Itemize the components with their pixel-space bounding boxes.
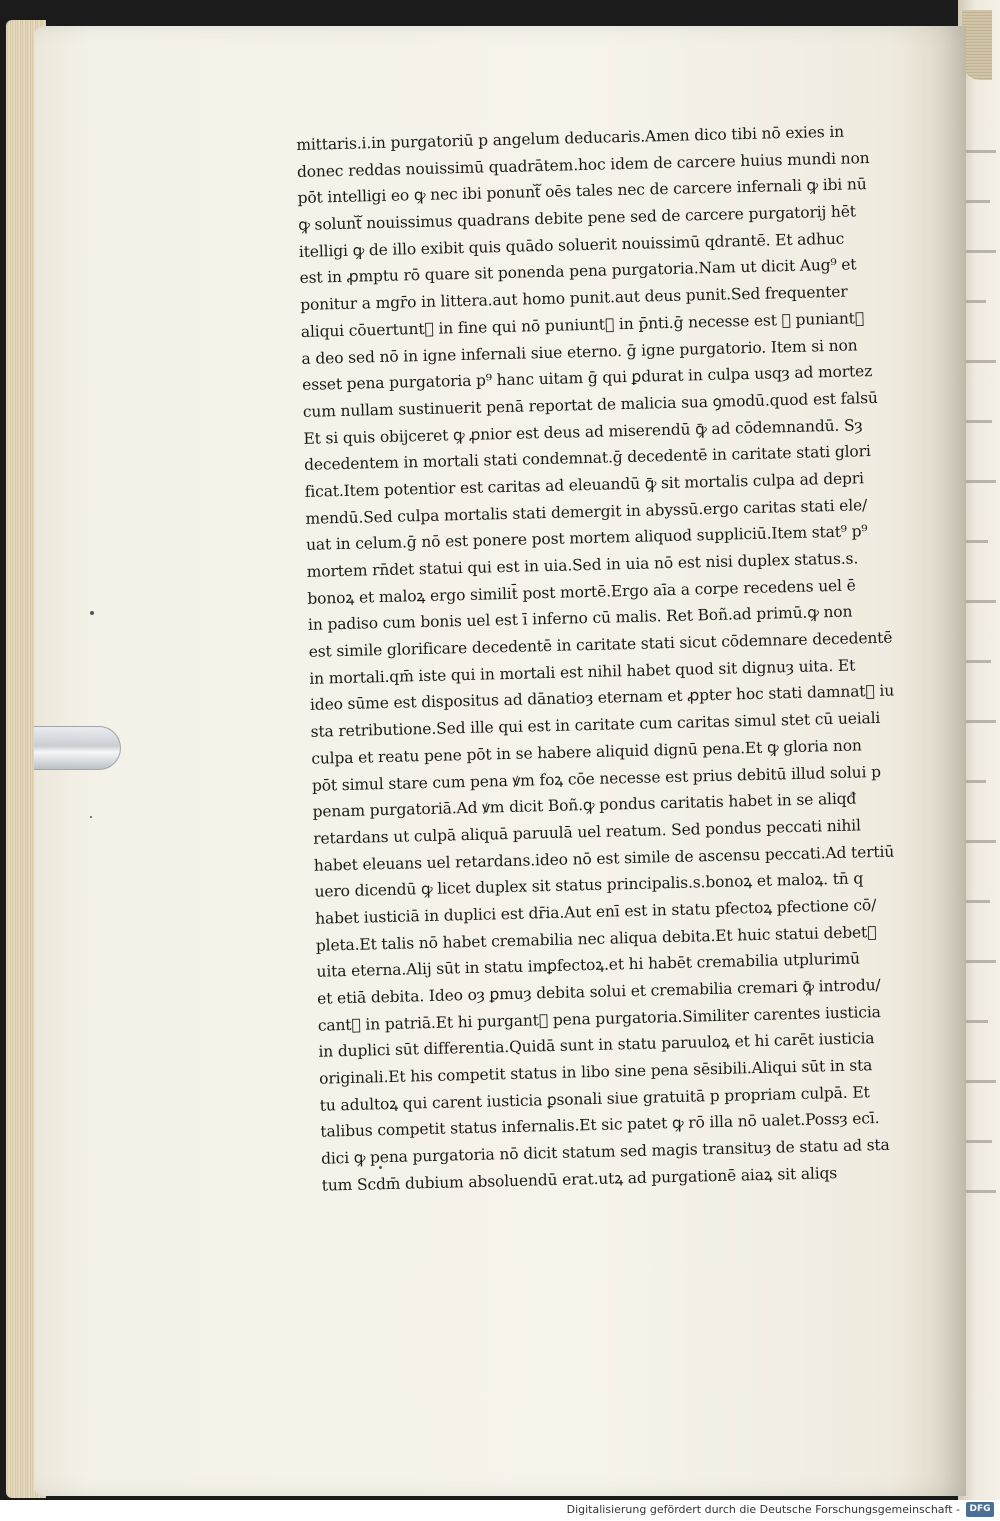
text-line: mortem rn̄det statui qui est in uia.Sed in uia nō est nisi duplex status.s.	[306, 549, 859, 581]
text-line: mittaris.i.in purgatoriū p angelum deducaris.Amen dico tibi nō exies in	[296, 122, 845, 154]
text-block	[296, 116, 972, 1199]
text-line: decedentem in mortali stati condemnat.ḡ decedentē in caritate stati glori	[303, 442, 871, 475]
text-line: ꝙ soluntᷓ nouissimus quadrans debite pene sed de carcere purgatorij hēt	[298, 202, 857, 235]
text-line: est simile glorificare decedentē in caritate stati sicut cōdemnare decedentē	[308, 628, 893, 661]
text-line: cantᷓ in patriā.Et hi purgantᷓ pena purgatoria.Similiter carentes iusticia	[317, 1002, 881, 1035]
text-line: in mortali.qm̄ iste qui in mortali est nihil habet quod sit dignuȝ uita. Et	[309, 656, 856, 688]
text-line: retardans ut culpā aliquā paruulā uel reatum. Sed pondus peccati nihil	[313, 816, 861, 848]
text-line: sta retributione.Sed ille qui est in caritate cum caritas simul stet cū ueiali	[310, 709, 881, 741]
text-line: pōt simul stare cum pena ꝟm foꝝ cōe necesse est prius debitū illud solui p	[311, 762, 882, 795]
dfg-logo: DFG	[966, 1502, 994, 1517]
text-line: pōt intelligi eo ꝙ nec ibi ponuntᷓ oēs tales nec de carcere infernali ꝙ ibi nū	[297, 175, 867, 208]
text-line: dici ꝙ pena purgatoria nō dicit statum sed magis transituȝ de statu ad sta	[320, 1135, 890, 1168]
text-line: ideo sūme est dispositus ad dānatioȝ eternam et ꝓpter hoc stati damnatᷓ iu	[309, 681, 895, 715]
text-line: talibus competit status infernalis.Et sic patet ꝙ rō illa nō ualet.Possȝ ecī.	[320, 1109, 880, 1142]
text-line: ponitur a mgr̄o in littera.aut homo punit.aut deus punit.Sed frequenter	[300, 282, 848, 315]
text-line: tum Scdm̄ dubium absoluendū erat.utꝝ ad purgationē aiaꝝ sit aliqs	[321, 1163, 838, 1195]
text-line: Et si quis obijceret ꝙ ꝓnior est deus ad miserendū ꝙ̄ ad cōdemnandū. Sȝ	[303, 415, 863, 448]
text-line: uita eterna.Alij sūt in statu imꝑfectoꝝ.et hi habēt cremabilia utplurimū	[316, 949, 861, 982]
text-line: itelligi ꝙ de illo exibit quis quādo soluerit nouissimū qdrantē. Et adhuc	[298, 229, 845, 261]
page-edges-right	[962, 10, 992, 80]
text-line: habet eleuans uel retardans.ideo nō est simile de ascensu peccati.Ad tertiū	[313, 842, 895, 875]
footer-bar	[0, 1500, 1000, 1521]
text-line: originali.Et his competit status in libo sine pena sēsibili.Aliqui sūt in sta	[318, 1056, 873, 1088]
text-line: cum nullam sustinuerit penā reportat de malicia sua ꝯmodū.quod est falsū	[302, 388, 878, 421]
text-line: ficat.Item potentior est caritas ad eleuandū ꝙ̄ sit mortalis culpa ad depri	[304, 469, 865, 501]
book-page	[34, 26, 966, 1496]
text-line: uero dicendū ꝙ licet duplex sit status principalis.s.bonoꝝ et maloꝝ. tn̄ q	[314, 869, 864, 902]
text-line: a deo sed nō in igne infernali siue eterno. ḡ igne purgatorio. Item si non	[301, 335, 858, 368]
text-line: in duplici sūt differentia.Quidā sunt in statu paruuloꝝ et hi carēt iusticia	[318, 1029, 875, 1062]
text-line: uat in celum.ḡ nō est ponere post mortem aliquod suppliciū.Item stat⁹ p⁹	[305, 522, 868, 555]
text-line: tu adultoꝝ qui carent iusticia ꝑsonali siue gratuitā p propriam culpā. Et	[319, 1083, 870, 1115]
text-line: esset pena purgatoria p⁹ hanc uitam ḡ qui ꝑdurat in culpa usqȝ ad mortez	[301, 362, 873, 395]
text-line: donec reddas nouissimū quadrātem.hoc idem de carcere huius mundi non	[296, 148, 870, 181]
page-clip	[34, 726, 121, 770]
text-line: est in ꝓmptu rō quare sit ponenda pena purgatoria.Nam ut dicit Aug⁹ et	[299, 255, 857, 288]
text-line: et etiā debita. Ideo oȝ ꝑmuȝ debita solui et cremabilia cremari ꝙ̄ introdu/	[316, 975, 881, 1008]
text-line: penam purgatoriā.Ad ꝟm dicit Boñ.ꝙ pondus caritatis habet in se aliqđ	[312, 789, 857, 821]
text-line: culpa et reatu pene pōt in se habere aliquid dignū pena.Et ꝙ gloria non	[311, 736, 862, 768]
text-line: aliqui cōuertuntᷓ in fine qui nō puniuntᷓ in p̄nti.ḡ necesse est ꝙ puniantᷓ	[300, 308, 865, 341]
text-line: habet iusticiā in duplici est dr̄ia.Aut enī est in statu pfectoꝝ pfectione cō/	[315, 895, 877, 928]
text-line: pleta.Et talis nō habet cremabilia nec aliqua debita.Et huic statui debetᷓ	[315, 922, 877, 955]
text-line: bonoꝝ et maloꝝ ergo similit̄ post mortē.Ergo aīa a corpe recedens uel ē	[307, 576, 856, 608]
funding-credit: Digitalisierung gefördert durch die Deutsche Forschungsgemeinschaft -	[566, 1503, 960, 1516]
text-line: in padiso cum bonis uel est ī inferno cū malis. Ret Boñ.ad primū.ꝙ non	[307, 602, 853, 635]
text-line: mendū.Sed culpa mortalis stati demergit in abyssū.ergo caritas stati ele/	[305, 495, 868, 528]
